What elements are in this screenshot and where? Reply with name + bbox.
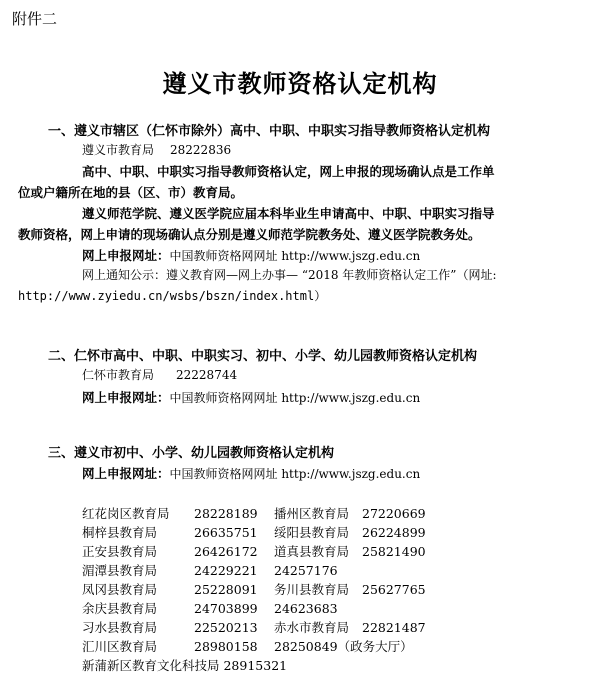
bureau-name: 湄潭县教育局: [82, 563, 158, 578]
bureau-name: 汇川区教育局: [82, 639, 158, 654]
section-1-para1-line1: 高中、中职、中职实习指导教师资格认定，网上申报的现场确认点是工作单: [82, 164, 495, 179]
section-2-web: [82, 387, 420, 406]
web-link[interactable]: 中国教师资格网网址 http://www.jszg.edu.cn: [169, 249, 421, 263]
bureau-phone-alt: 24257176: [274, 563, 338, 578]
bureau-phone: 24229221: [194, 563, 258, 578]
office-name: 遵义市教育局: [82, 143, 155, 157]
bureau-phone: 26635751: [194, 525, 258, 540]
attachment-label: 附件二: [12, 10, 58, 28]
bureau-phone: 25821490: [362, 544, 426, 559]
web-link[interactable]: 中国教师资格网网址 http://www.jszg.edu.cn: [169, 391, 421, 405]
page-title: 遵义市教师资格认定机构: [162, 70, 438, 98]
web-label: 网上申报网址：: [82, 466, 170, 481]
bureau-name-phone: 新蒲新区教育文化科技局 28915321: [82, 658, 288, 673]
section-3-heading: 三、遵义市初中、小学、幼儿园教师资格认定机构: [48, 446, 335, 461]
list-item: [82, 656, 287, 674]
bureau-phone: 22520213: [194, 620, 258, 635]
list-item: [82, 542, 426, 560]
list-item: [82, 637, 413, 655]
office-phone: 28222836: [170, 143, 232, 157]
bureau-name: 正安县教育局: [82, 544, 158, 559]
office-name: 仁怀市教育局: [82, 368, 155, 382]
bureau-phone: 24703899: [194, 601, 258, 616]
section-1-para2-line2: 教师资格，网上申请的现场确认点分别是遵义师范学院教务处、遵义医学院教务处。: [18, 227, 481, 242]
bureau-phone: 22821487: [362, 620, 426, 635]
bureau-name: 习水县教育局: [82, 620, 158, 635]
bureau-name: 赤水市教育局: [274, 620, 350, 635]
bureau-phone: 28980158: [194, 639, 258, 654]
list-item: [82, 599, 338, 617]
office-phone: 22228744: [176, 368, 238, 382]
bureau-phone: 25627765: [362, 582, 426, 597]
list-item: [82, 561, 338, 579]
bureau-phone: 27220669: [362, 506, 426, 521]
section-1-notice-url[interactable]: http://www.zyiedu.cn/wsbs/bszn/index.html）: [18, 289, 327, 303]
section-1-para2-line1: 遵义师范学院、遵义医学院应届本科毕业生申请高中、中职、中职实习指导: [82, 206, 495, 221]
bureau-phone: 26426172: [194, 544, 258, 559]
bureau-name: 务川县教育局: [274, 582, 350, 597]
web-label: 网上申报网址：: [82, 390, 170, 405]
section-2-heading: 二、仁怀市高中、中职、中职实习、初中、小学、幼儿园教师资格认定机构: [48, 349, 478, 364]
section-1-web: [82, 245, 420, 264]
bureau-phone: 25228091: [194, 582, 258, 597]
list-item: [82, 523, 426, 541]
section-1-heading: 一、遵义市辖区（仁怀市除外）高中、中职、中职实习指导教师资格认定机构: [48, 124, 491, 139]
section-1-para1-line2: 位或户籍所在地的县（区、市）教育局。: [18, 185, 244, 200]
web-link[interactable]: 中国教师资格网网址 http://www.jszg.edu.cn: [169, 467, 421, 481]
bureau-name: 桐梓县教育局: [82, 525, 158, 540]
bureau-name: 余庆县教育局: [82, 601, 158, 616]
bureau-name: 红花岗区教育局: [82, 506, 170, 521]
bureau-phone-alt: 28250849（政务大厅）: [274, 639, 413, 654]
list-item: [82, 618, 426, 636]
section-3-web: [82, 463, 420, 482]
bureau-phone-alt: 24623683: [274, 601, 338, 616]
section-1-contact: [82, 141, 231, 158]
web-label: 网上申报网址：: [82, 248, 170, 263]
list-item: [82, 580, 426, 598]
bureau-name: 道真县教育局: [274, 544, 350, 559]
section-1-notice-line1: 网上通知公示：遵义教育网—网上办事— “2018 年教师资格认定工作”（网址:: [82, 268, 497, 282]
section-2-contact: [82, 366, 237, 383]
bureau-phone: 28228189: [194, 506, 258, 521]
list-item: [82, 504, 426, 522]
bureau-name: 播州区教育局: [274, 506, 350, 521]
bureau-phone: 26224899: [362, 525, 426, 540]
bureau-name: 绥阳县教育局: [274, 525, 350, 540]
bureau-name: 凤冈县教育局: [82, 582, 158, 597]
